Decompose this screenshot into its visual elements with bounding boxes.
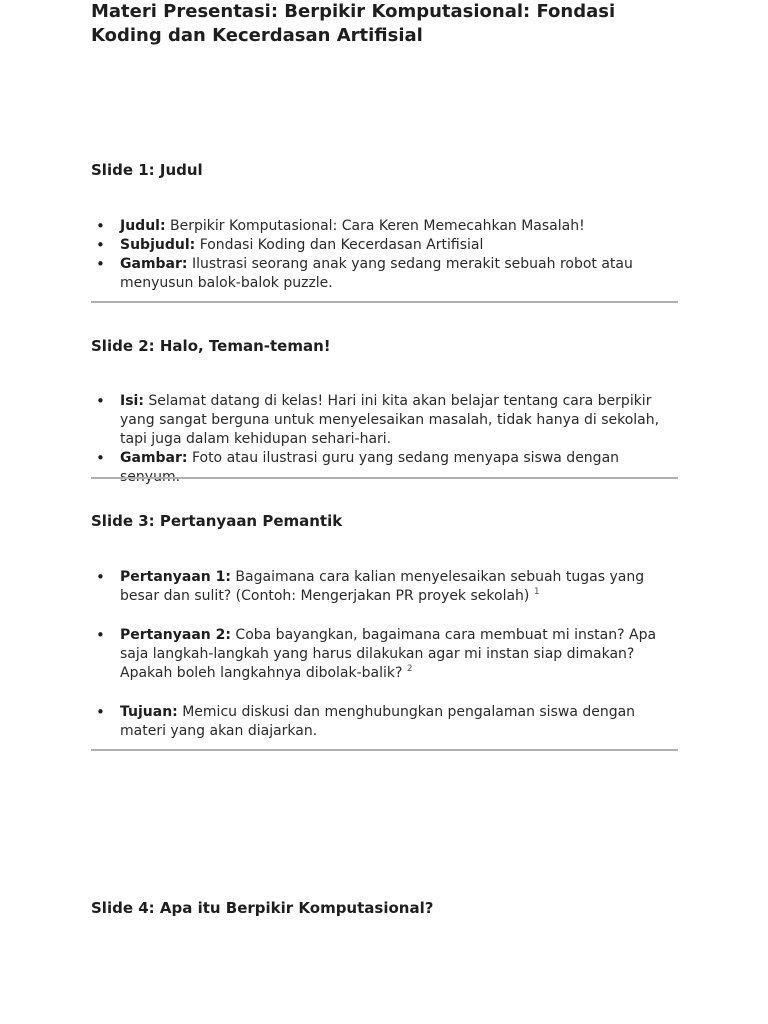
list-item xyxy=(91,703,678,741)
list-item xyxy=(91,626,678,683)
list-item xyxy=(91,255,678,293)
item-text: Berpikir Komputasional: Cara Keren Memecahkan Masalah! xyxy=(170,218,585,234)
item-label: Pertanyaan 1: xyxy=(120,569,231,585)
list-item xyxy=(91,217,678,236)
slide-1-list xyxy=(91,217,678,293)
footnote-ref[interactable]: 1 xyxy=(533,587,540,597)
section-divider xyxy=(91,749,678,751)
item-text: Selamat datang di kelas! Hari ini kita akan belajar tentang cara berpikir yang sangat berguna untuk menyelesaikan masalah, tidak hanya di sekolah, tapi juga dalam kehidupan sehari-hari. xyxy=(120,393,660,447)
item-label: Isi: xyxy=(120,393,144,409)
item-text: Fondasi Koding dan Kecerdasan Artifisial xyxy=(199,237,484,253)
list-item xyxy=(91,236,678,255)
item-label: Tujuan: xyxy=(120,704,178,720)
item-text: Foto atau ilustrasi guru yang sedang menyapa siswa dengan senyum. xyxy=(120,450,620,485)
document-title: Materi Presentasi: Berpikir Komputasional: Fondasi Koding dan Kecerdasan Artifisial xyxy=(91,1,616,46)
slide-1-title: Slide 1: Judul xyxy=(91,161,203,179)
slide-3-list xyxy=(91,568,678,741)
slide-3-title: Slide 3: Pertanyaan Pemantik xyxy=(91,512,343,530)
item-label: Judul: xyxy=(120,218,166,234)
item-label: Subjudul: xyxy=(120,237,196,253)
list-item xyxy=(91,449,678,487)
slide-2-list xyxy=(91,392,678,487)
section-divider xyxy=(91,301,678,303)
item-label: Pertanyaan 2: xyxy=(120,627,231,643)
list-item xyxy=(91,568,678,606)
footnote-ref[interactable]: 2 xyxy=(406,664,413,674)
item-text: Bagaimana cara kalian menyelesaikan sebuah tugas yang besar dan sulit? (Contoh: Mengerjakan PR proyek sekolah) xyxy=(120,569,645,604)
section-divider xyxy=(91,477,678,479)
item-text: Ilustrasi seorang anak yang sedang merakit sebuah robot atau menyusun balok-balok puzzle. xyxy=(120,256,633,291)
item-label: Gambar: xyxy=(120,450,188,466)
item-text: Memicu diskusi dan menghubungkan pengalaman siswa dengan materi yang akan diajarkan. xyxy=(120,704,636,739)
slide-4-title: Slide 4: Apa itu Berpikir Komputasional? xyxy=(91,899,434,917)
item-label: Gambar: xyxy=(120,256,188,272)
list-item xyxy=(91,392,678,449)
slide-2-title: Slide 2: Halo, Teman-teman! xyxy=(91,337,331,355)
item-text: Coba bayangkan, bagaimana cara membuat mi instan? Apa saja langkah-langkah yang harus dilakukan agar mi instan siap dimakan? Apakah boleh langkahnya dibolak-balik? xyxy=(120,627,657,681)
